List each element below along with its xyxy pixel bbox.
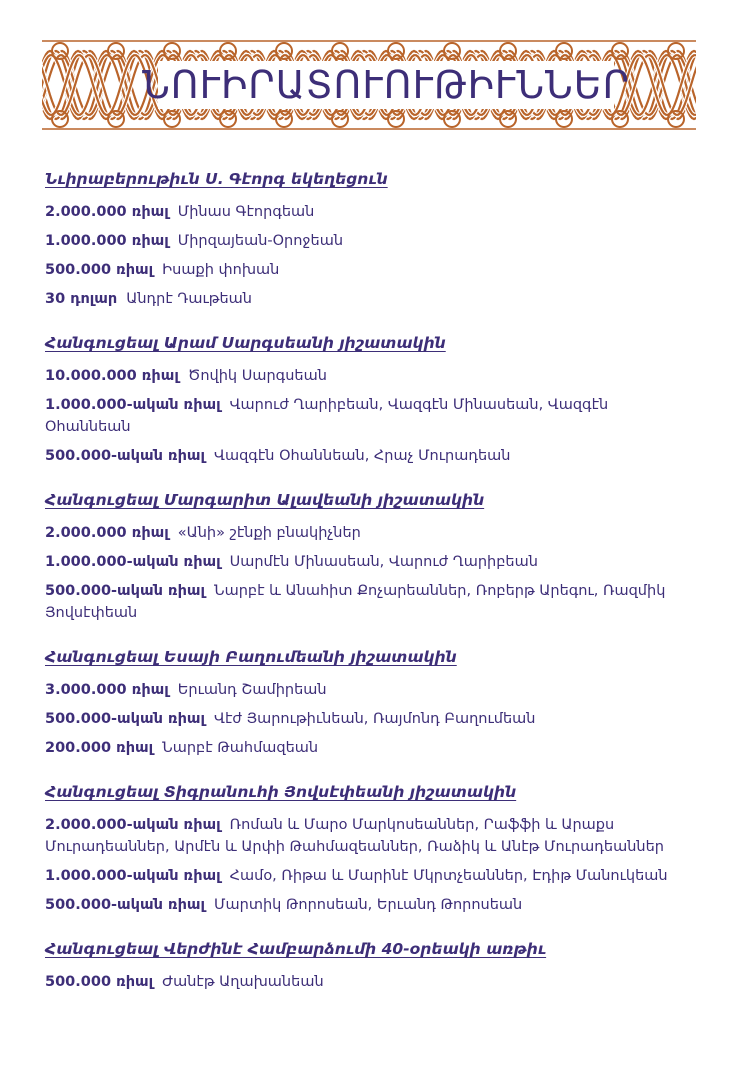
donor-names: Ռոման և Մարօ Մարկոսեաններ, Րաֆֆի և Արաքս Մուրադեաններ, Արմէն և Արփի Թահմազեաններ, Ռաձիկ և Անէթ Մուրադեաններ [45, 817, 664, 855]
donations-list [45, 170, 695, 1017]
donation-amount: 2.000.000 ռիալ [45, 525, 169, 541]
donor-names: Իսաքի փոխան [162, 262, 280, 278]
donor-names: Անդրէ Դաւթեան [126, 291, 252, 307]
donation-amount: 3.000.000 ռիալ [45, 682, 169, 698]
donation-entry [45, 814, 695, 858]
donation-amount: 1.000.000-ական ռիալ [45, 554, 221, 570]
donor-names: Ժանէթ Աղախանեան [162, 974, 324, 990]
donation-entry [45, 894, 695, 916]
donor-names: Համօ, Ռիթա և Մարինէ Մկրտչեաններ, Էդիթ Մանուկեան [229, 868, 668, 884]
donation-entry [45, 201, 695, 223]
donation-entry [45, 865, 695, 887]
title-box [142, 61, 630, 109]
donation-section [45, 170, 695, 310]
donation-amount: 2.000.000-ական ռիալ [45, 817, 221, 833]
page-title: ՆՈՒԻՐԱՏՈՒՈՒԹԻՒՆՆԵՐ [142, 63, 630, 107]
donation-amount: 500.000-ական ռիալ [45, 583, 206, 599]
donor-names: Սարմէն Մինասեան, Վարուժ Ղարիբեան [229, 554, 538, 570]
donation-entry [45, 580, 695, 624]
donor-names: Նարբէ Թահմազեան [162, 740, 319, 756]
donation-entry [45, 971, 695, 993]
section-heading: Հանգուցեալ Վերժինէ Համբարձումի 40-օրեակի առթիւ [45, 940, 547, 958]
donor-names: Մինաս Գէորգեան [177, 204, 315, 220]
donation-entry [45, 708, 695, 730]
donation-amount: 30 դոլար [45, 291, 118, 307]
donation-amount: 500.000-ական ռիալ [45, 897, 206, 913]
donation-amount: 1.000.000-ական ռիալ [45, 397, 221, 413]
donation-entry [45, 230, 695, 252]
donation-section [45, 940, 695, 993]
donor-names: «Անի» շէնքի բնակիչներ [177, 525, 361, 541]
donation-amount: 10.000.000 ռիալ [45, 368, 179, 384]
donor-names: Մարտիկ Թորոսեան, Երւանդ Թորոսեան [214, 897, 523, 913]
donor-names: Վազգէն Օհաննեան, Հրաչ Մուրադեան [214, 448, 511, 464]
donor-names: Նարբէ և Անահիտ Քոչարեաններ, Ռոբերթ Արեգու, Ռազմիկ Յովսէփեան [45, 583, 666, 621]
donation-entry [45, 365, 695, 387]
donor-names: Միրզայեան-Օրոջեան [177, 233, 344, 249]
donation-amount: 1.000.000-ական ռիալ [45, 868, 221, 884]
section-heading: Հանգուցեալ Եսայի Բաղումեանի յիշատակին [45, 648, 457, 666]
donation-section [45, 334, 695, 467]
donation-entry [45, 679, 695, 701]
donation-amount: 500.000 ռիալ [45, 974, 154, 990]
donor-names: Վէժ Յարութիւնեան, Ռայմոնդ Բաղումեան [214, 711, 536, 727]
ornamental-banner [42, 39, 696, 131]
donation-entry [45, 259, 695, 281]
donation-amount: 500.000 ռիալ [45, 262, 154, 278]
donation-amount: 200.000 ռիալ [45, 740, 154, 756]
donation-entry [45, 551, 695, 573]
donation-amount: 2.000.000 ռիալ [45, 204, 169, 220]
donation-section [45, 783, 695, 916]
donation-entry [45, 394, 695, 438]
donation-amount: 1.000.000 ռիալ [45, 233, 169, 249]
section-heading: Նւիրաբերութիւն Ս. Գէորգ եկեղեցուն [45, 170, 388, 188]
section-heading: Հանգուցեալ Տիգրանուհի Յովսէփեանի յիշատակին [45, 783, 517, 801]
donation-section [45, 491, 695, 624]
donor-names: Ծովիկ Սարգսեան [187, 368, 327, 384]
donation-entry [45, 288, 695, 310]
section-heading: Հանգուցեալ Մարգարիտ Ալավեանի յիշատակին [45, 491, 485, 509]
donation-entry [45, 445, 695, 467]
donation-entry [45, 737, 695, 759]
donation-amount: 500.000-ական ռիալ [45, 711, 206, 727]
donor-names: Երւանդ Շամիրեան [177, 682, 327, 698]
section-heading: Հանգուցեալ Արամ Սարգսեանի յիշատակին [45, 334, 446, 352]
donation-entry [45, 522, 695, 544]
donor-names: Վարուժ Ղարիբեան, Վազգէն Մինասեան, Վազգէն Օհաննեան [45, 397, 609, 435]
donation-amount: 500.000-ական ռիալ [45, 448, 206, 464]
donation-section [45, 648, 695, 759]
